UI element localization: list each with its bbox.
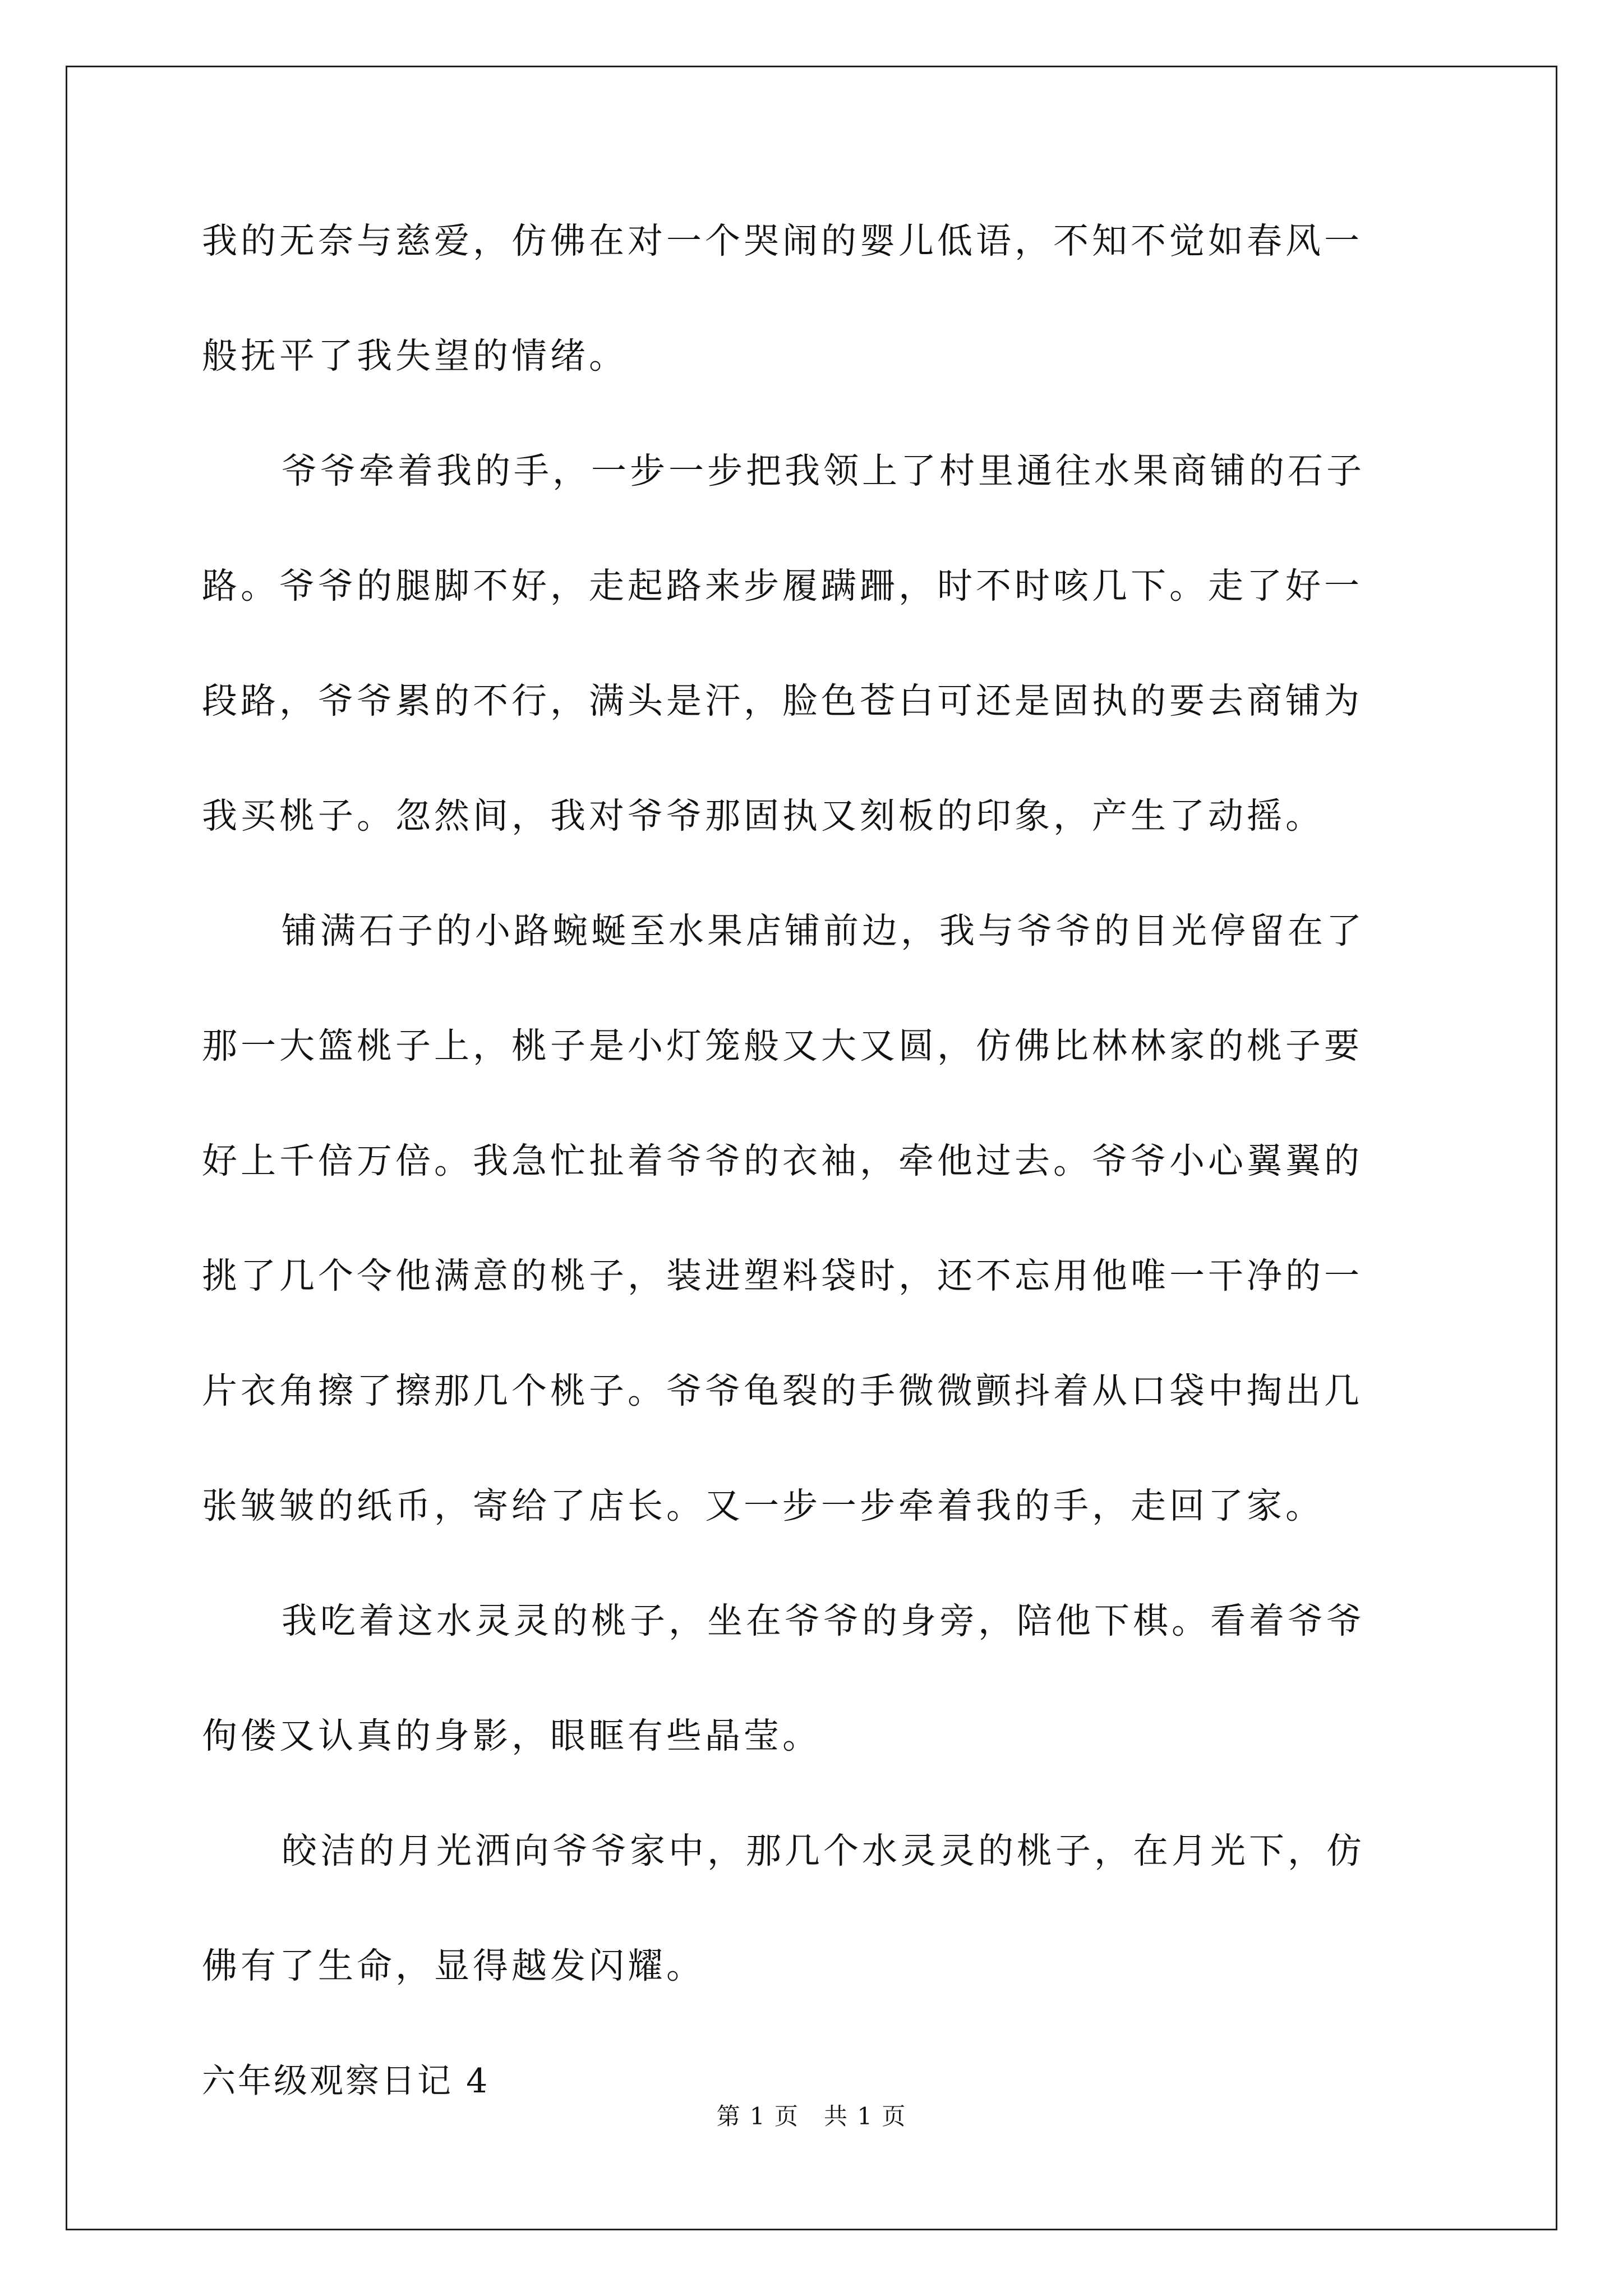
text-line: 我吃着这水灵灵的桃子，坐在爷爷的身旁，陪他下棋。看着爷爷 (282, 1600, 1365, 1641)
text-line: 铺满石子的小路蜿蜒至水果店铺前边，我与爷爷的目光停留在了 (282, 910, 1365, 951)
text-line: 皎洁的月光洒向爷爷家中，那几个水灵灵的桃子，在月光下，仿 (282, 1830, 1365, 1871)
section-heading: 六年级观察日记 4 (202, 2062, 490, 2101)
text-line: 张皱皱的纸币，寄给了店长。又一步一步牵着我的手，走回了家。 (202, 1485, 1324, 1526)
text-line: 片衣角擦了擦那几个桃子。爷爷龟裂的手微微颤抖着从口袋中掏出几 (202, 1370, 1363, 1411)
document-body (202, 208, 1430, 2162)
text-line: 挑了几个令他满意的桃子，装进塑料袋时，还不忘用他唯一干净的一 (202, 1255, 1363, 1296)
text-line: 佛有了生命，显得越发闪耀。 (202, 1945, 705, 1986)
text-line: 般抚平了我失望的情绪。 (202, 335, 628, 376)
text-line: 我的无奈与慈爱，仿佛在对一个哭闹的婴儿低语，不知不觉如春风一 (202, 220, 1363, 261)
page-number-footer: 第 1 页 共 1 页 (716, 2102, 907, 2130)
text-line: 爷爷牵着我的手，一步一步把我领上了村里通往水果商铺的石子 (282, 450, 1365, 491)
text-line: 我买桃子。忽然间，我对爷爷那固执又刻板的印象，产生了动摇。 (202, 795, 1324, 836)
text-line: 佝偻又认真的身影，眼眶有些晶莹。 (202, 1715, 821, 1756)
text-line: 段路，爷爷累的不行，满头是汗，脸色苍白可还是固执的要去商铺为 (202, 680, 1363, 721)
text-line: 那一大篮桃子上，桃子是小灯笼般又大又圆，仿佛比林林家的桃子要 (202, 1025, 1363, 1066)
text-line: 路。爷爷的腿脚不好，走起路来步履蹒跚，时不时咳几下。走了好一 (202, 565, 1363, 606)
text-line: 好上千倍万倍。我急忙扯着爷爷的衣袖，牵他过去。爷爷小心翼翼的 (202, 1140, 1363, 1181)
